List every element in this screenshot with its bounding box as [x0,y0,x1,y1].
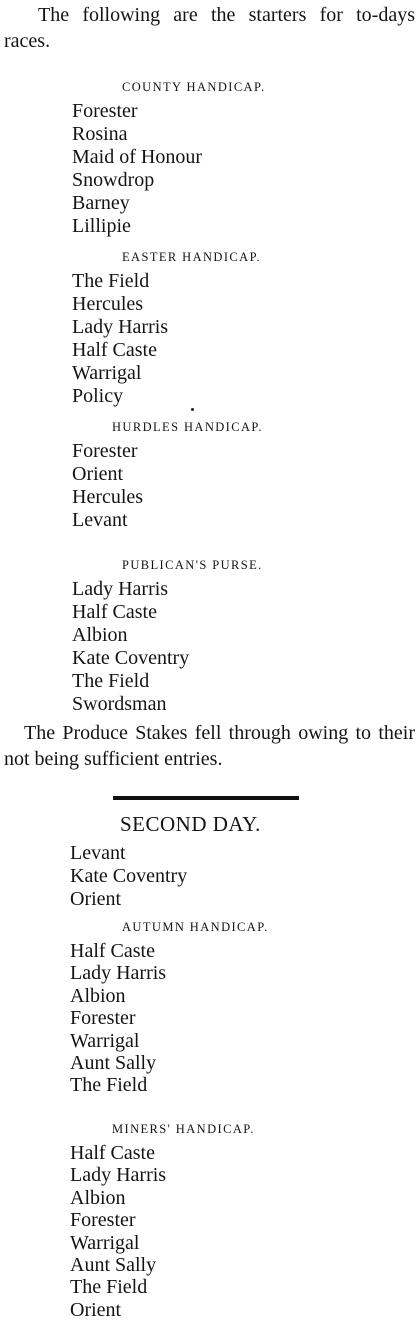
starters-list [0,842,417,911]
starter-entry: Half Caste [70,940,155,962]
starter-entry: Rosina [72,123,128,145]
starter-entry: Lillipie [72,215,131,237]
second-day-opening [0,842,417,911]
starter-entry: Hercules [72,293,144,315]
starter-entry: Snowdrop [72,169,155,191]
starter-entry: Swordsman [72,693,167,715]
starter-entry: The Field [70,1276,148,1299]
starter-entry: Forester [70,1209,136,1232]
race-heading: MINERS' HANDICAP. [112,1122,255,1136]
starter-entry: Aunt Sally [70,1253,157,1276]
starter-entry: Orient [70,888,122,910]
starter-entry: Half Caste [72,601,157,623]
race-miners-handicap [0,1116,417,1321]
starter-entry: Forester [72,440,138,462]
starter-entry: Orient [72,463,124,485]
starters-list [0,1142,417,1321]
starter-entry: The Field [70,1074,148,1097]
starter-entry: Kate Coventry [70,865,188,887]
race-autumn-handicap [0,914,417,1097]
starters-list [0,440,417,532]
intro-paragraph: The following are the starters for to-days races. [4,4,415,52]
race-heading: PUBLICAN'S PURSE. [122,558,263,572]
race-heading: COUNTY HANDICAP. [122,80,266,94]
starters-list [0,940,417,1097]
starter-entry: Half Caste [72,339,157,361]
race-easter-handicap [0,244,417,408]
race-heading: AUTUMN HANDICAP. [122,920,269,934]
starter-entry: Albion [70,984,126,1007]
starter-entry: Levant [72,509,128,531]
second-day-title: SECOND DAY. [120,812,261,836]
starters-list [0,270,417,408]
starter-entry: Albion [70,1186,126,1209]
starters-list [0,100,417,238]
starter-entry: The Field [72,670,150,692]
starter-entry: Lady Harris [72,316,169,338]
starter-entry: Hercules [72,486,144,508]
section-divider [113,796,299,800]
starter-entry: Forester [70,1007,136,1030]
starter-entry: The Field [72,270,150,292]
starters-list [0,578,417,716]
starter-entry: Lady Harris [72,578,169,600]
starter-entry: Albion [72,624,128,646]
produce-stakes-note: The Produce Stakes fell through owing to their not being sufficient entries. [4,722,415,770]
race-heading: HURDLES HANDICAP. [112,420,263,434]
starter-entry: Orient [70,1298,122,1321]
starter-entry: Barney [72,192,130,214]
starter-entry: Warrigal [70,1029,140,1052]
race-county-handicap [0,74,417,238]
starter-entry: Kate Coventry [72,647,190,669]
starter-entry: Aunt Sally [70,1051,157,1074]
race-publicans-purse [0,552,417,716]
starter-entry: Half Caste [70,1142,155,1164]
race-hurdles-handicap [0,414,417,532]
starter-entry: Maid of Honour [72,146,202,168]
starter-entry: Warrigal [72,362,142,384]
starter-entry: Policy [72,385,124,407]
starter-entry: Warrigal [70,1231,140,1254]
starter-entry: Forester [72,100,138,122]
starter-entry: Lady Harris [70,962,167,985]
starter-entry: Levant [70,842,126,864]
race-heading: EASTER HANDICAP. [122,250,262,264]
ink-speck [191,408,194,411]
starter-entry: Lady Harris [70,1164,167,1187]
